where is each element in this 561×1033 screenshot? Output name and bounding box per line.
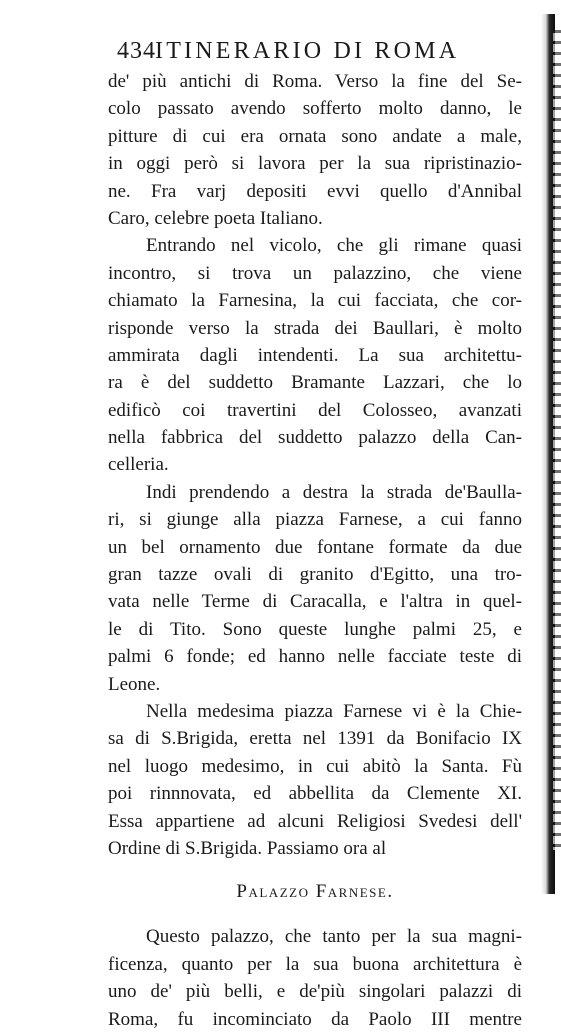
text-line: Essa appartiene ad alcuni Religiosi Svedesi dell' [108, 810, 522, 832]
text-line: Questo palazzo, che tanto per la sua magni- [146, 926, 522, 948]
text-line: colo passato avendo sofferto molto danno, le [108, 98, 522, 120]
text-line: Ordine di S.Brigida. Passiamo ora al [108, 837, 387, 859]
page-number: 434 [117, 38, 156, 64]
text-line: sa di S.Brigida, eretta nel 1391 da Bonifacio IX [108, 728, 522, 750]
text-line: in oggi però si lavora per la sua ripristinazio- [108, 153, 522, 175]
page-edge-texture [553, 30, 561, 850]
text-line: ficenza, quanto per la sua buona architettura è [108, 953, 522, 975]
text-line: un bel ornamento due fontane formate da due [108, 536, 522, 558]
text-line: nella fabbrica del suddetto palazzo della Can- [108, 427, 522, 449]
text-line: Entrando nel vicolo, che gli rimane quasi [146, 235, 522, 257]
section-heading: Palazzo Farnese. [236, 881, 394, 903]
text-line: palmi 6 fonde; ed hanno nelle facciate teste di [108, 646, 522, 668]
text-line: ra è del suddetto Bramante Lazzari, che lo [108, 372, 522, 394]
text-line: ri, si giunge alla piazza Farnese, a cui fanno [108, 509, 522, 531]
body-text [108, 68, 522, 1033]
text-line: Nella medesima piazza Farnese vi è la Chie- [146, 700, 522, 722]
page-header [117, 34, 517, 68]
running-title: ITINERARIO DI ROMA [155, 38, 460, 64]
text-line: Indi prendendo a destra la strada de'Baulla- [146, 481, 522, 503]
text-line: Caro, celebre poeta Italiano. [108, 207, 323, 229]
text-line: pitture di cui era ornata sono andate a male, [108, 125, 522, 147]
text-line: edificò coi travertini del Colosseo, avanzati [108, 399, 522, 421]
text-line: chiamato la Farnesina, la cui facciata, che cor- [108, 290, 522, 312]
text-line: le di Tito. Sono queste lunghe palmi 25, e [108, 618, 522, 640]
text-line: nel luogo medesimo, in cui abitò la Santa. Fù [108, 755, 522, 777]
text-line: incontro, si trova un palazzino, che viene [108, 262, 522, 284]
text-line: risponde verso la strada dei Baullari, è molto [108, 317, 522, 339]
text-line: Leone. [108, 673, 161, 695]
text-line: vata nelle Terme di Caracalla, e l'altra in quel- [108, 591, 522, 613]
text-line: ne. Fra varj depositi evvi quello d'Annibal [108, 180, 522, 202]
text-line: Roma, fu incominciato da Paolo III mentre [108, 1008, 522, 1030]
text-line: gran tazze ovali di granito d'Egitto, una tro- [108, 564, 522, 586]
text-line: poi rinnnovata, ed abbellita da Clemente XI. [108, 783, 522, 805]
text-line: celleria. [108, 454, 169, 476]
text-line: de' più antichi di Roma. Verso la fine del Se- [108, 71, 522, 92]
text-line: ammirata dagli intendenti. La sua architettu- [108, 344, 522, 366]
text-line: uno de' più belli, e de'più singolari palazzi di [108, 981, 522, 1003]
